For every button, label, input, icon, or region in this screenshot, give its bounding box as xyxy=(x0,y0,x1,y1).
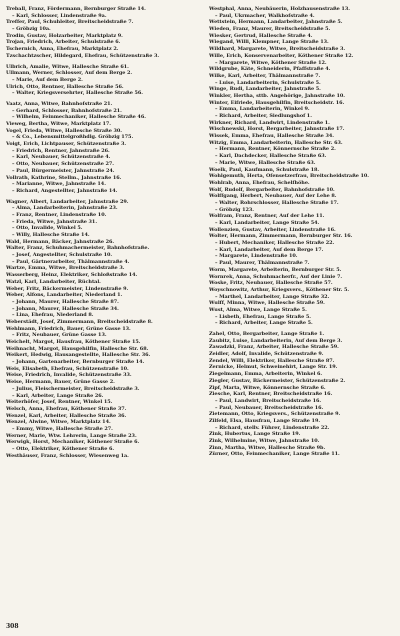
directory-entry: Wieden, Franz, Maurer, Breitscheidstraße 5. xyxy=(209,26,331,33)
directory-entry: – Johann, Gartenarbeiter, Bernburger Straße 14. xyxy=(12,359,145,366)
directory-entry: Zietemann, Otto, Kriegsvers., Schützenstraße 9. xyxy=(209,411,341,418)
directory-entry: – Karl, Landarbeiter, Auf dem Berge 17. xyxy=(215,246,324,253)
directory-entry: Zernicke, Helmut, Schweinehirt, Lange Str. 19. xyxy=(209,364,338,371)
directory-entry: Zahel, Otto, Bergarbeiter, Lange Straße 1. xyxy=(209,331,325,337)
directory-entry: Wagner, Albert, Landarbeiter, Jahnstraße 29. xyxy=(6,198,129,205)
directory-entry: Wartze, Emma, Witwe, Breitscheidstraße 3. xyxy=(6,265,125,272)
directory-entry: Vollrath, Kathrine, Stellm., Jahnstraße 16. xyxy=(6,174,122,181)
directory-entry: – Paul, Maurer, Thälmannstraße 7. xyxy=(215,260,310,267)
directory-entry: Winge, Rudi, Landarbeiter, Jahnstraße 5. xyxy=(209,86,321,93)
directory-entry: – Wilhelm, Feinmechaniker, Hallesche Straße 46. xyxy=(12,114,146,121)
directory-entry: Weber, Alfons, Landarbeiter, Niederland 1. xyxy=(6,292,123,299)
directory-entry: Wehlmann, Friedrich, Bauer, Grüne Gasse 13. xyxy=(6,325,131,332)
directory-entry: – Margarete, Witwe, Köthener Straße 12. xyxy=(215,59,327,66)
directory-entry: Woyschnowitz, Arthur, Kriegsvers., Köthener Str. 5. xyxy=(209,286,350,293)
directory-entry: Ziegler, Gustav, Bäckermeister, Schützenstraße 2. xyxy=(209,377,346,384)
directory-entry: Trodin, Gustav, Holzarbeiter, Marktplatz 9. xyxy=(6,32,123,39)
directory-entry: Ulbrich, Amalie, Witwe, Hallesche Straße 61. xyxy=(6,63,129,70)
directory-entry: Wasserberg, Heinz, Elektriker, Schloßstraße 14. xyxy=(6,272,138,279)
directory-entry: Wollenzien, Gustav, Arbeiter, Lindenstraße 16. xyxy=(209,226,336,233)
directory-entry: Ziesche, Karl, Rentner, Breitscheidstraße 16. xyxy=(209,391,333,398)
directory-entry: Westphal, Anna, Neubäuerin, Holzhausenstraße 13. xyxy=(209,6,350,12)
directory-entry: – Lisbeth, Ehefrau, Lange Straße 5. xyxy=(215,313,311,320)
directory-entry: Wissek, Emma, Ehefrau, Hallesche Straße 34. xyxy=(209,133,334,140)
directory-entry: Wust, Alma, Witwe, Lange Straße 5. xyxy=(209,306,307,313)
directory-entry: – Otto, Neubauer, Schützenstraße 27. xyxy=(12,161,114,168)
directory-entry: Worm, Margarete, Arbeiterin, Bernburger Str. 5. xyxy=(209,266,342,273)
directory-entry: – Johann, Maurer, Hallesche Straße 34. xyxy=(12,305,119,312)
directory-entry: Woelk, Paul, Kaufmann, Schulstraße 18. xyxy=(209,166,320,173)
directory-entry: Wornrek, Anna, Schuhmacherfr., Auf der Linie 7. xyxy=(209,273,343,280)
directory-entry: Wildhard, Margarete, Witwe, Breitscheidstraße 3. xyxy=(209,46,346,53)
directory-entry: Ullmann, Werner, Schlosser, Auf dem Berge 2. xyxy=(6,70,133,77)
right-column xyxy=(209,6,395,458)
directory-entry: – Marthel, Landarbeiter, Lange Straße 32. xyxy=(215,293,330,300)
directory-entry: – Hubert, Mechaniker, Hallesche Straße 22. xyxy=(215,240,335,247)
directory-entry: – Marie, Witwe, Hallesche Straße 63. xyxy=(215,159,316,166)
directory-entry: Weichelt, Margot, Hausfrau, Köthener Straße 15. xyxy=(6,339,141,345)
directory-entry: – Franz, Rentner, Lindenstraße 10. xyxy=(12,211,107,218)
directory-entry: Wolter, Hermann, Zimmermann, Bernburger Str. 16. xyxy=(209,233,353,240)
directory-entry: – Emma, Landarbeiterin, Winkel 9. xyxy=(215,106,310,113)
directory-entry: Wald, Hermann, Bäcker, Jahnstraße 26. xyxy=(6,238,115,245)
directory-entry: – Margarete, Lindenstraße 10. xyxy=(215,253,298,260)
directory-entry: Weberstädt, Josef, Zimmermann, Breitscheidstraße 8. xyxy=(6,318,153,325)
directory-entry: Zilfeld, Elsa, Hausfrau, Lange Straße 19. xyxy=(209,417,321,424)
directory-entry: Wolf, Rudolf, Bergarbeiter, Bahnhofstraße 10. xyxy=(209,186,335,193)
directory-entry: Zink, Hubertus, Lange Straße 19. xyxy=(209,431,301,438)
directory-entry: Vieweg, Bertha, Witwe, Marktplatz 17. xyxy=(6,121,111,127)
directory-entry: Wille, Erich, Konservenarbeiter, Köthener Straße 12. xyxy=(209,52,354,59)
directory-entry: – Karl, Neubauer, Schützenstraße 4. xyxy=(12,154,111,161)
directory-entry: Wirkner, Richard, Landwirt, Lindenstraße 1. xyxy=(209,119,330,126)
directory-entry: Wiegand, Willi, Klempner, Lange Straße 13. xyxy=(209,39,329,46)
directory-entry: Vogel, Frieda, Witwe, Hallesche Straße 30. xyxy=(6,127,122,134)
directory-entry: – Walter, Kriegsversehrter, Hallesche Straße 56. xyxy=(12,90,143,97)
directory-entry: – Karl, Arbeiter, Lange Straße 26. xyxy=(12,392,104,399)
directory-entry: – & Co., Lebensmittelgroßhdlg. Gröbzig 175. xyxy=(12,134,134,141)
directory-entry: – Richard, Angestellter, Jahnstraße 14. xyxy=(12,187,118,194)
directory-entry: Weiterhöfer, Josef, Rentner, Winkel 15. xyxy=(6,399,113,406)
directory-entry: – Paul, Neubauer, Breitscheidstraße 16. xyxy=(215,404,324,411)
directory-entry: Zeidler, Adolf, Invalide, Schützenstraße 9. xyxy=(209,351,324,358)
directory-entry: Ziegelmann, Emma, Arbeiterin, Winkel 6. xyxy=(209,371,323,378)
directory-entry: Weise, Friedrich, Invalide, Schützenstraße 33. xyxy=(6,372,132,379)
directory-entry: Zipf, Marta, Witwe, Könnernsche Straße 6. xyxy=(209,384,326,391)
directory-entry: Witzig, Emma, Landarbeiterin, Hallesche Str. 63. xyxy=(209,139,343,146)
directory-entry: – Karl, Schlosser, Lindenstraße 9a. xyxy=(12,12,107,19)
directory-entry: Wenzel, Karl, Arbeiter, Hallesche Straße 36. xyxy=(6,412,127,419)
directory-entry: – Emmy, Witwe, Hallesche Straße 27. xyxy=(12,425,113,432)
directory-entry: – Fritz, Neubauer, Grüne Gasse 13. xyxy=(12,332,107,339)
directory-entry: Werner, Marie, Wtw. Lehrerin, Lange Straße 23. xyxy=(6,432,137,439)
directory-entry: Wettstein, Hermann, Landarbeiter, Jahnstraße 5. xyxy=(209,19,343,26)
directory-entry: Wolfram, Franz, Rentner, Auf der Lehe 11. xyxy=(209,213,325,220)
directory-entry: – Hermann, Rentner, Könnernsche Straße 2. xyxy=(215,146,336,153)
directory-entry: Wohlrab, Anna, Ehefrau, Schelfhöhe. xyxy=(209,179,310,186)
directory-entry: – Paul, Landwirt, Breitscheidstraße 16. xyxy=(215,397,322,404)
directory-entry: Wolffgang, Herbert, Neubauer, Auf der Lehe 8. xyxy=(209,193,337,200)
directory-entry: – Karl, Landarbeiter, Lange Straße 54. xyxy=(215,220,320,226)
directory-entry: – Marianne, Witwe, Jahnstraße 14. xyxy=(12,181,106,188)
directory-entry: Westhäuser, Franz, Schlosser, Wiesenweg 1a. xyxy=(6,452,129,459)
directory-entry: Watzl, Karl, Landarbeiter, Rüchtal. xyxy=(6,278,101,285)
directory-entry: Tschernich, Anna, Ehefrau, Marktplatz 2. xyxy=(6,46,119,53)
directory-entry: – Otto, Elektriker, Köthener Straße 6. xyxy=(12,446,115,452)
directory-entry: Zawadzki, Franz, Arbeiter, Hallesche Straße 59. xyxy=(209,344,339,351)
directory-entry: – Richard, Arbeiter, Siedlungshof 1. xyxy=(215,113,312,119)
directory-entry: Trojan, Friedrich, Arbeiter, Schulstraße 6. xyxy=(6,39,121,46)
directory-entry: Welsch, Anna, Ehefrau, Köthener Straße 37. xyxy=(6,405,127,412)
directory-entry: Voigt, Erich, Lichtpauser, Schützenstraße 3. xyxy=(6,141,127,148)
directory-entry: – Lina, Ehefrau, Niederland 8. xyxy=(12,312,94,319)
directory-entry: Weihnacht, Margot, Hausgehilfin, Hallesche Str. 68. xyxy=(6,345,149,352)
directory-entry: – Paul, Bürgermeister, Jahnstraße 24. xyxy=(12,167,115,174)
directory-entry: Weikert, Hedwig, Hausangestellte, Hallesche Str. 36. xyxy=(6,352,151,359)
directory-entry: – Paul, Ukrmacher, Walkhofstraße 4. xyxy=(215,12,315,19)
directory-entry: – Paul, Gärtnerarbeiter, Thälmannstraße 4. xyxy=(12,258,130,265)
directory-entry: Vaatz, Anna, Witwe, Bahnhofstraße 21. xyxy=(6,100,113,107)
directory-entry: Weis, Elisabeth, Ehefrau, Schützenstraße 10. xyxy=(6,365,129,372)
directory-entry: – Gerhard, Schlosser, Bahnhofstraße 21. xyxy=(12,107,122,114)
directory-entry: – Alma, Landarbeiterin, Jahnstraße 23. xyxy=(12,205,118,212)
directory-entry: Werwigk, Horst, Mechaniker, Köthener Straße 6. xyxy=(6,439,140,446)
directory-entry: – Luise, Landarbeiterin, Schulstraße 5. xyxy=(215,79,321,86)
directory-entry: – Marie, Auf dem Berge 2. xyxy=(12,76,83,83)
directory-entry: Wohlgemuth, Herta, Ofensetzerfrau, Breitscheidstraße 10. xyxy=(209,173,369,180)
directory-entry: Weise, Hermann, Bauer, Grüne Gasse 2. xyxy=(6,379,115,386)
directory-entry: Ulrich, Otto, Rentner, Hallesche Straße 56. xyxy=(6,83,124,90)
directory-entry: Tzschachtzscher, Hildegard, Ehefrau, Schützenstraße 3. xyxy=(6,52,160,59)
directory-entry: Zinn, Martha, Witwe, Hallesche Straße 9b. xyxy=(209,444,326,451)
directory-entry: – Friedrich, Rentner, Jahnstraße 26. xyxy=(12,147,110,154)
directory-entry: – Otto, Invalide, Winkel 5. xyxy=(12,225,83,232)
directory-entry: Treffer, Paul, Schuhleiter, Breitscheidstraße 7. xyxy=(6,19,134,26)
directory-entry: Zendel, Willi, Elektriker, Hallesche Straße 87. xyxy=(209,357,335,364)
directory-entry: – Richard, stellv. Führer, Lindenstraße 22. xyxy=(215,424,330,431)
directory-entry: Wischnewski, Horst, Bergarbeiter, Jahnstraße 17. xyxy=(209,126,345,133)
directory-entry: – Johann, Maurer, Hallesche Straße 87. xyxy=(12,298,119,305)
directory-entry: – Richard, Arbeiter, Lange Straße 5. xyxy=(215,320,313,327)
directory-entry: Zürner, Otto, Feinmechaniker, Lange Straße 11. xyxy=(209,451,340,458)
directory-entry: Weber, Fritz, Bäckermeister, Lindenstraße 9. xyxy=(6,285,129,292)
directory-entry: Wenzel, Alwine, Witwe, Marktplatz 14. xyxy=(6,419,111,426)
directory-entry: Winter, Eifriede, Hausgehilfin, Breitscheidstr. 16. xyxy=(209,99,345,106)
directory-entry: Wulff, Minna, Witwe, Hallesche Straße 59. xyxy=(209,300,325,307)
directory-entry: – Gröbzig 123. xyxy=(215,206,254,213)
left-column xyxy=(6,6,192,459)
directory-entry: Wildgrube, Käte, Schneiderin, Pfaffstraße 4. xyxy=(209,66,331,73)
directory-entry: – Julius, Fleischermeister, Breitscheidstraße 3. xyxy=(12,385,140,392)
directory-entry: – Josef, Angestellter, Schulstraße 10. xyxy=(12,252,113,259)
directory-entry: Zaubitz, Luise, Landarbeiterin, Auf dem Berge 3. xyxy=(209,337,343,344)
directory-entry: – Frieda, Witwe, Jahnstraße 31. xyxy=(12,218,97,225)
directory-entry: Woske, Fritz, Neubauer, Hallesche Straße 57. xyxy=(209,280,333,287)
directory-entry: – Karl, Dachdecker, Hallesche Straße 63. xyxy=(215,153,327,160)
directory-entry: Wilke, Karl, Arbeiter, Thälmannstraße 7. xyxy=(209,72,321,79)
directory-entry: – Willy, Hallesche Straße 14. xyxy=(12,232,90,238)
page-number: 308 xyxy=(6,623,19,630)
directory-entry: Winkler, Hertha, sttb. Angehörige, Jahnstraße 10. xyxy=(209,92,345,99)
directory-entry: – Walter, Rohrschlosser, Hallesche Straße 17. xyxy=(215,199,339,206)
directory-entry: Walter, Franz, Schuhmachermeister, Bahnhofstraße. xyxy=(6,245,150,252)
directory-entry: Wiesker, Gertrud, Hallesche Straße 4. xyxy=(209,32,313,39)
directory-entry: – Gröbzig 10a. xyxy=(12,26,51,33)
directory-entry: Zink, Wilhelmine, Witwe, Jahnstraße 10. xyxy=(209,438,320,444)
directory-entry: Treball, Franz, Fördermann, Bernburger Straße 14. xyxy=(6,6,146,12)
